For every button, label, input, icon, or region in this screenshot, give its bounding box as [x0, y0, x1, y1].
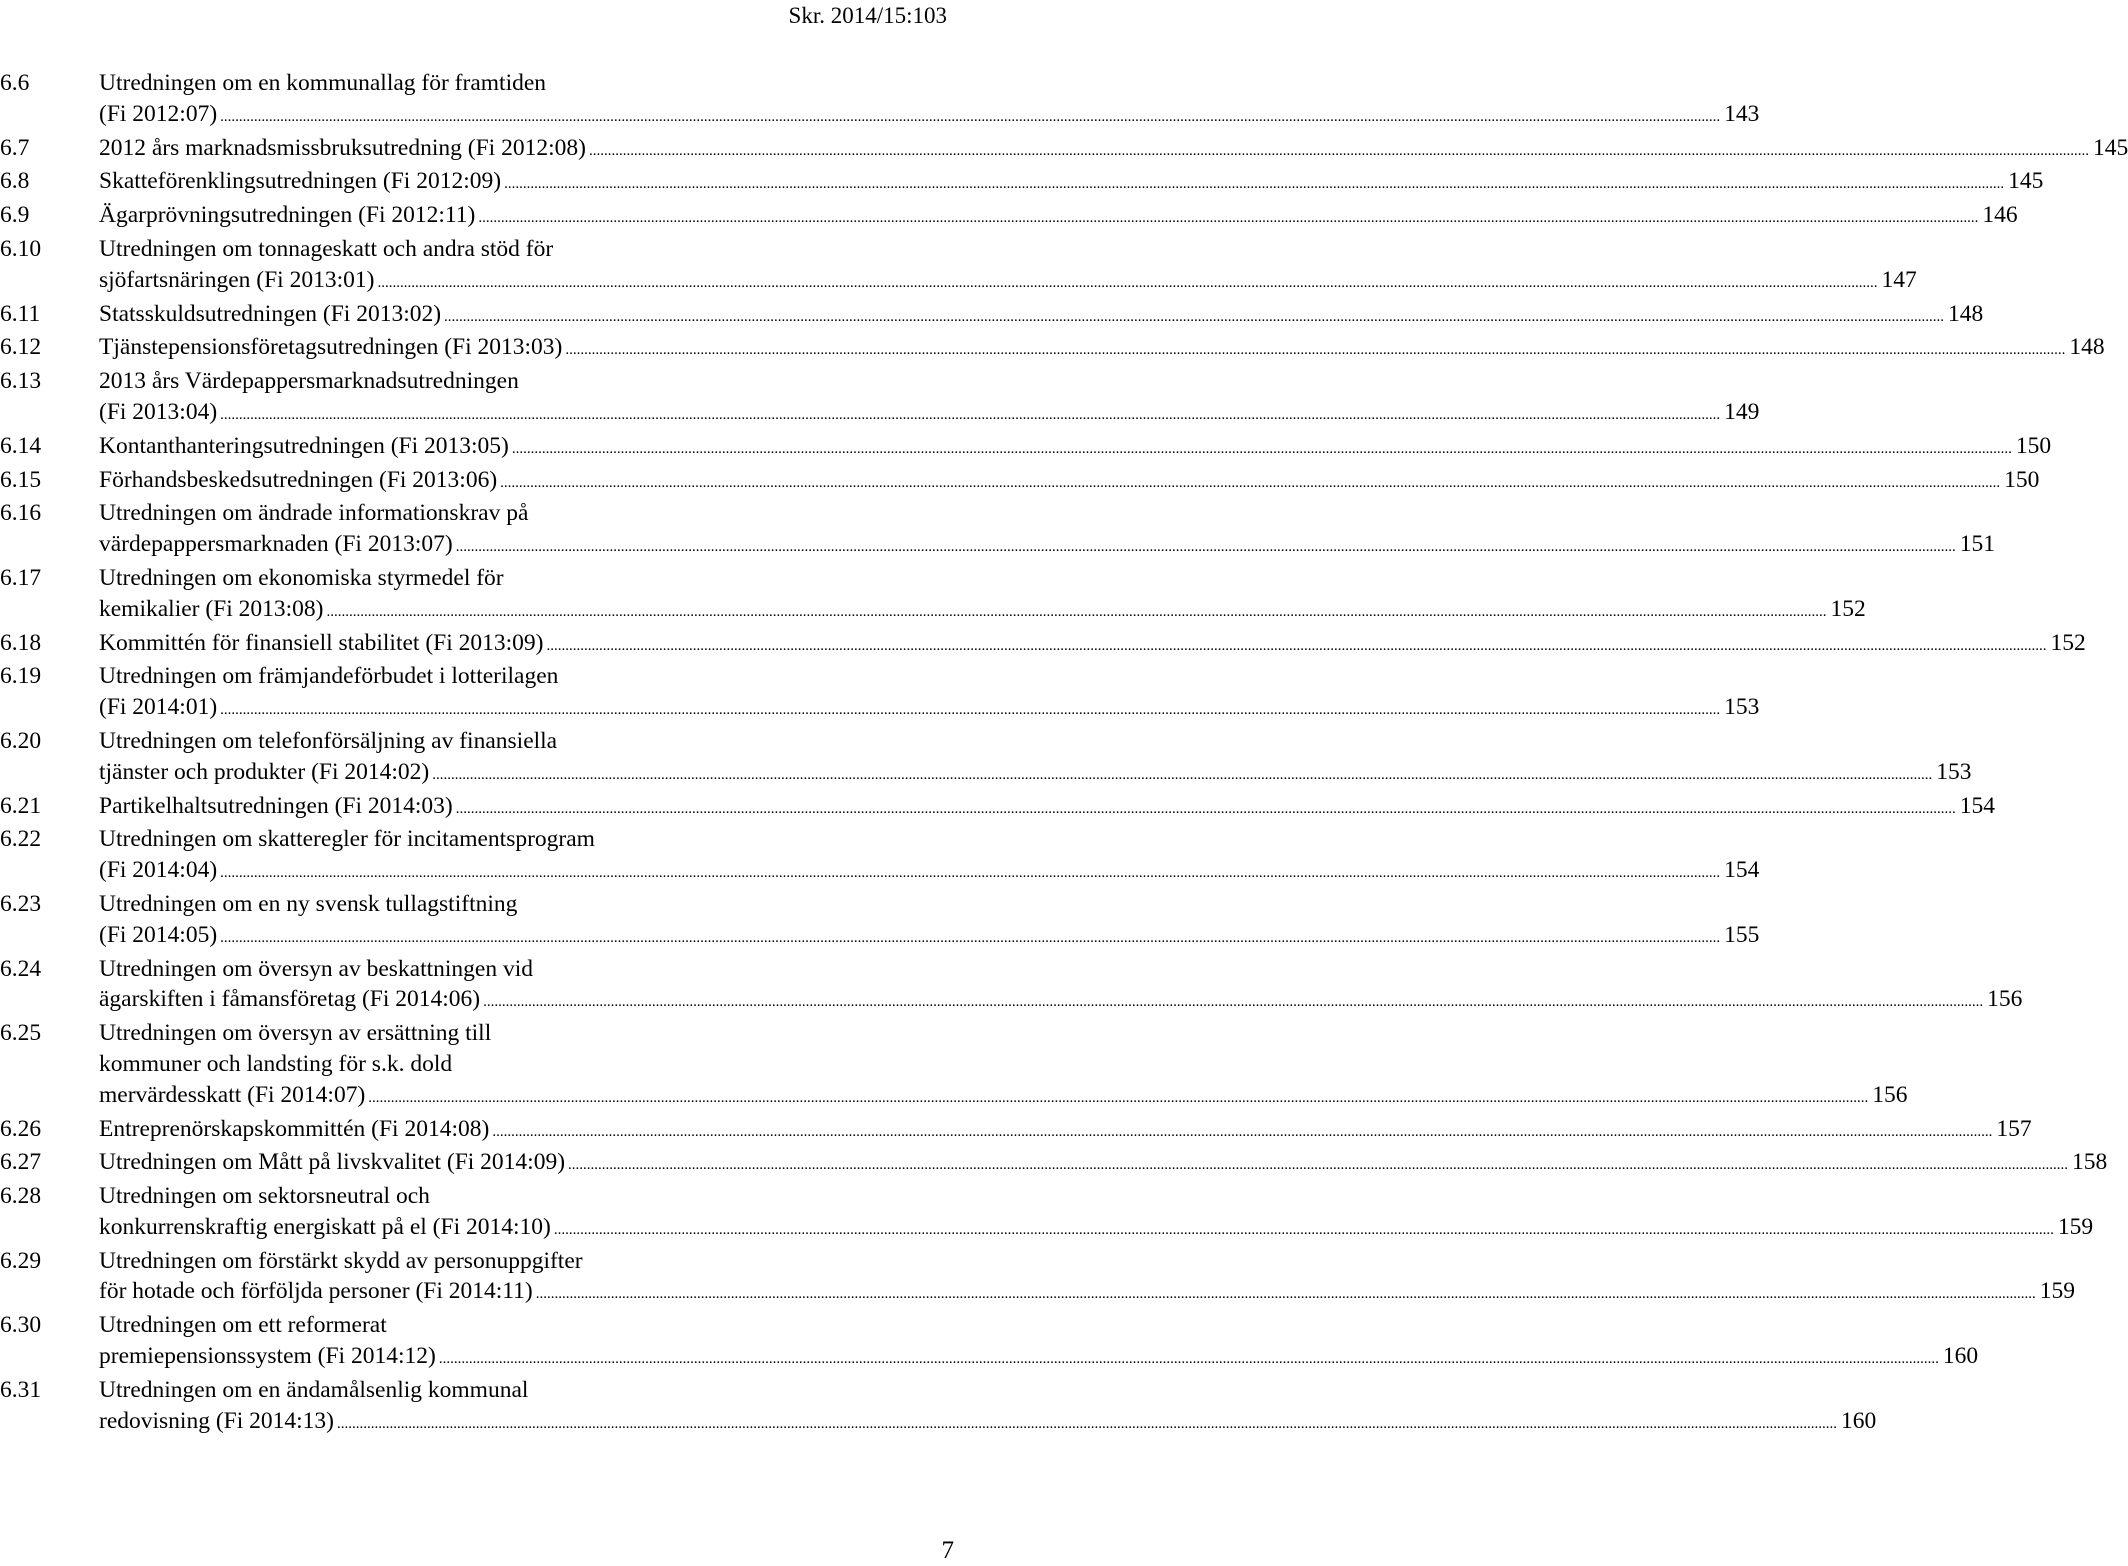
toc-entry	[0, 791, 1996, 825]
toc-entry-number: 6.6	[0, 70, 30, 96]
dot-leader: ................................................................................................................................................................................................................................................................................................................................................................................................................	[444, 308, 1945, 325]
toc-entry-number: 6.30	[0, 1312, 42, 1339]
toc-entry-title-line: 2013 års Värdepappersmarknadsutredningen	[99, 368, 519, 395]
dot-leader: ................................................................................................................................................................................................................................................................................................................................................................................................................	[568, 1157, 2069, 1174]
toc-entry-title-line: Utredningen om skatteregler för incitamentsprogram	[99, 826, 595, 853]
toc-entry	[0, 332, 2105, 366]
toc-entry-title-line: kommuner och landsting för s.k. dold	[99, 1050, 453, 1077]
toc-entry-title-line: Utredningen om en ny svensk tullagstiftning	[99, 890, 518, 917]
dot-leader: ................................................................................................................................................................................................................................................................................................................................................................................................................	[377, 274, 1878, 291]
toc-entry-page: 160	[1942, 1343, 1979, 1370]
toc-entry	[0, 133, 2128, 167]
toc-entry-title-line: (Fi 2013:04)	[99, 398, 218, 425]
dot-leader: ................................................................................................................................................................................................................................................................................................................................................................................................................	[220, 702, 1721, 719]
toc-entry-title-line: Kontanthanteringsutredningen (Fi 2013:05)	[99, 432, 509, 459]
toc-entry	[0, 726, 1972, 791]
toc-entry-number: 6.23	[0, 890, 42, 917]
dot-leader: ................................................................................................................................................................................................................................................................................................................................................................................................................	[535, 1286, 2036, 1303]
toc-entry-title-line: sjöfartsnäringen (Fi 2013:01)	[99, 266, 375, 293]
dot-leader: ................................................................................................................................................................................................................................................................................................................................................................................................................	[483, 994, 1984, 1011]
toc-entry	[0, 1310, 1979, 1375]
toc-entry	[0, 465, 2040, 499]
toc-entry-page: 150	[2004, 466, 2040, 493]
dot-leader: ................................................................................................................................................................................................................................................................................................................................................................................................................	[588, 142, 2089, 159]
toc-entry-title-line: tjänster och produkter (Fi 2014:02)	[99, 758, 430, 785]
toc-entry-number: 6.18	[0, 629, 42, 656]
dot-leader: ................................................................................................................................................................................................................................................................................................................................................................................................................	[511, 440, 2012, 457]
toc-entry	[0, 1147, 2108, 1181]
toc-entry-number: 6.31	[0, 1376, 42, 1403]
toc-entry-title-line: Utredningen om översyn av beskattningen vid	[99, 955, 534, 982]
toc-entry-number: 6.9	[0, 202, 30, 229]
toc-entry-page: 149	[1724, 398, 1760, 425]
dot-leader: ................................................................................................................................................................................................................................................................................................................................................................................................................	[326, 603, 1827, 620]
toc-entry-title-line: Statsskuldsutredningen (Fi 2013:02)	[99, 300, 442, 327]
toc-entry	[0, 234, 1917, 299]
toc-entry	[0, 68, 1760, 133]
toc-entry-title-line: (Fi 2014:01)	[99, 694, 218, 721]
toc-entry-title-line: för hotade och förföljda personer (Fi 2014:11)	[99, 1278, 533, 1305]
toc-entry-title-line: Utredningen om förstärkt skydd av personuppgifter	[99, 1247, 583, 1274]
toc-entry-title-line: Partikelhaltsutredningen (Fi 2014:03)	[99, 792, 453, 819]
table-of-contents	[0, 68, 2128, 1439]
toc-entry	[0, 824, 1760, 889]
page-number: 7	[941, 1537, 954, 1564]
toc-entry	[0, 166, 2044, 200]
dot-leader: ................................................................................................................................................................................................................................................................................................................................................................................................................	[220, 865, 1721, 882]
toc-entry-number: 6.21	[0, 792, 42, 819]
toc-entry-title-line: Utredningen om ändrade informationskrav på	[99, 500, 529, 527]
toc-entry-number: 6.26	[0, 1115, 42, 1142]
dot-leader: ................................................................................................................................................................................................................................................................................................................................................................................................................	[553, 1221, 2054, 1238]
toc-entry-number: 6.19	[0, 663, 42, 690]
toc-entry-title-line: Utredningen om en kommunallag för framtiden	[99, 70, 547, 96]
toc-entry-page: 152	[1830, 595, 1866, 622]
dot-leader: ................................................................................................................................................................................................................................................................................................................................................................................................................	[220, 929, 1721, 946]
toc-entry-page: 150	[2015, 432, 2052, 459]
dot-leader: ................................................................................................................................................................................................................................................................................................................................................................................................................	[337, 1415, 1837, 1432]
toc-entry-title-line: Utredningen om en ändamålsenlig kommunal	[99, 1376, 529, 1403]
toc-entry-number: 6.16	[0, 500, 42, 527]
toc-entry	[0, 1246, 2076, 1311]
toc-entry-title-line: Kommittén för finansiell stabilitet (Fi 2013:09)	[99, 629, 544, 656]
toc-entry	[0, 366, 1760, 431]
toc-entry-title-line: 2012 års marknadsmissbruksutredning (Fi 2012:08)	[99, 134, 586, 161]
toc-entry	[0, 954, 2023, 1019]
toc-entry-title-line: mervärdesskatt (Fi 2014:07)	[99, 1081, 366, 1108]
toc-entry-page: 159	[2039, 1278, 2076, 1305]
toc-entry-page: 153	[1724, 694, 1760, 721]
toc-entry-title-line: Tjänstepensionsföretagsutredningen (Fi 2013:03)	[99, 334, 563, 361]
toc-entry	[0, 889, 1760, 954]
toc-entry	[0, 563, 1866, 628]
toc-entry-page: 156	[1872, 1081, 1908, 1108]
dot-leader: ................................................................................................................................................................................................................................................................................................................................................................................................................	[565, 342, 2066, 359]
toc-entry-page: 160	[1841, 1407, 1877, 1434]
toc-entry-number: 6.27	[0, 1149, 42, 1176]
toc-entry-title-line: Utredningen om Mått på livskvalitet (Fi 2014:09)	[99, 1149, 566, 1176]
toc-entry-page: 148	[2069, 334, 2105, 361]
dot-leader: ................................................................................................................................................................................................................................................................................................................................................................................................................	[455, 539, 1956, 556]
dot-leader: ................................................................................................................................................................................................................................................................................................................................................................................................................	[504, 176, 2005, 193]
toc-entry-number: 6.12	[0, 334, 42, 361]
toc-entry-page: 143	[1724, 100, 1760, 127]
toc-entry-title-line: kemikalier (Fi 2013:08)	[99, 595, 324, 622]
toc-entry-title-line: premiepensionssystem (Fi 2014:12)	[99, 1343, 436, 1370]
toc-entry	[0, 1114, 2032, 1148]
toc-entry-number: 6.11	[0, 300, 41, 327]
toc-entry-number: 6.17	[0, 564, 42, 591]
dot-leader: ................................................................................................................................................................................................................................................................................................................................................................................................................	[478, 210, 1979, 227]
dot-leader: ................................................................................................................................................................................................................................................................................................................................................................................................................	[220, 108, 1721, 125]
toc-entry-title-line: Utredningen om telefonförsäljning av finansiella	[99, 727, 558, 754]
toc-entry-page: 158	[2072, 1149, 2108, 1176]
toc-entry-number: 6.14	[0, 432, 42, 459]
toc-entry-page: 154	[1724, 857, 1760, 884]
toc-entry-title-line: Utredningen om ett reformerat	[99, 1312, 387, 1339]
toc-entry-page: 146	[1982, 202, 2018, 229]
toc-entry	[0, 661, 1760, 726]
toc-entry-title-line: Entreprenörskapskommittén (Fi 2014:08)	[99, 1115, 490, 1142]
toc-entry-number: 6.29	[0, 1247, 42, 1274]
toc-entry-number: 6.13	[0, 368, 42, 395]
toc-entry-page: 145	[2092, 134, 2128, 161]
dot-leader: ................................................................................................................................................................................................................................................................................................................................................................................................................	[220, 406, 1721, 423]
toc-entry-title-line: värdepappersmarknaden (Fi 2013:07)	[99, 531, 453, 558]
toc-entry-page: 159	[2057, 1213, 2094, 1240]
dot-leader: ................................................................................................................................................................................................................................................................................................................................................................................................................	[455, 800, 1956, 817]
toc-entry-number: 6.10	[0, 235, 42, 262]
toc-entry-title-line: (Fi 2014:04)	[99, 857, 218, 884]
toc-entry-page: 153	[1936, 758, 1972, 785]
toc-entry	[0, 1181, 2094, 1246]
dot-leader: ................................................................................................................................................................................................................................................................................................................................................................................................................	[368, 1089, 1869, 1106]
toc-entry-page: 156	[1987, 986, 2023, 1013]
toc-entry-title-line: Utredningen om tonnageskatt och andra stöd för	[99, 235, 554, 262]
toc-entry-page: 157	[1996, 1115, 2032, 1142]
toc-entry-title-line: Skatteförenklingsutredningen (Fi 2012:09)	[99, 168, 502, 195]
document-reference: Skr. 2014/15:103	[788, 3, 947, 28]
toc-entry-title-line: redovisning (Fi 2014:13)	[99, 1407, 334, 1434]
toc-entry-number: 6.28	[0, 1183, 42, 1210]
toc-entry-page: 155	[1724, 921, 1760, 948]
toc-entry	[0, 431, 2052, 465]
toc-entry-title-line: Utredningen om ekonomiska styrmedel för	[99, 564, 504, 591]
toc-entry-number: 6.22	[0, 826, 42, 853]
toc-entry-number: 6.24	[0, 955, 42, 982]
toc-entry-number: 6.8	[0, 168, 30, 195]
toc-entry	[0, 1375, 1877, 1440]
toc-entry-page: 151	[1959, 531, 1995, 558]
toc-entry-page: 147	[1881, 266, 1917, 293]
dot-leader: ................................................................................................................................................................................................................................................................................................................................................................................................................	[500, 474, 2001, 491]
toc-entry-number: 6.15	[0, 466, 42, 493]
toc-entry-page: 145	[2008, 168, 2044, 195]
dot-leader: ................................................................................................................................................................................................................................................................................................................................................................................................................	[432, 766, 1933, 783]
toc-entry-title-line: (Fi 2012:07)	[99, 100, 218, 127]
toc-entry-title-line: Utredningen om främjandeförbudet i lotterilagen	[99, 663, 559, 690]
toc-entry-title-line: Utredningen om sektorsneutral och	[99, 1183, 430, 1210]
toc-entry	[0, 200, 2018, 234]
toc-entry-number: 6.7	[0, 134, 30, 161]
toc-entry-title-line: Utredningen om översyn av ersättning till	[99, 1020, 492, 1047]
toc-entry-page: 148	[1948, 300, 1984, 327]
toc-entry	[0, 628, 2086, 662]
toc-entry	[0, 498, 1995, 563]
toc-entry	[0, 299, 1984, 333]
toc-entry-title-line: ägarskiften i fåmansföretag (Fi 2014:06)	[99, 986, 481, 1013]
toc-entry-title-line: (Fi 2014:05)	[99, 921, 218, 948]
toc-entry-title-line: Ägarprövningsutredningen (Fi 2012:11)	[99, 202, 476, 229]
toc-entry	[0, 1018, 1908, 1113]
toc-entry-number: 6.20	[0, 727, 42, 754]
dot-leader: ................................................................................................................................................................................................................................................................................................................................................................................................................	[546, 637, 2047, 654]
dot-leader: ................................................................................................................................................................................................................................................................................................................................................................................................................	[492, 1123, 1993, 1140]
toc-entry-number: 6.25	[0, 1020, 42, 1047]
toc-entry-page: 154	[1959, 792, 1996, 819]
toc-entry-title-line: konkurrenskraftig energiskatt på el (Fi 2014:10)	[99, 1213, 551, 1240]
toc-entry-page: 152	[2050, 629, 2086, 656]
dot-leader: ................................................................................................................................................................................................................................................................................................................................................................................................................	[438, 1351, 1939, 1368]
toc-entry-title-line: Förhandsbeskedsutredningen (Fi 2013:06)	[99, 466, 498, 493]
